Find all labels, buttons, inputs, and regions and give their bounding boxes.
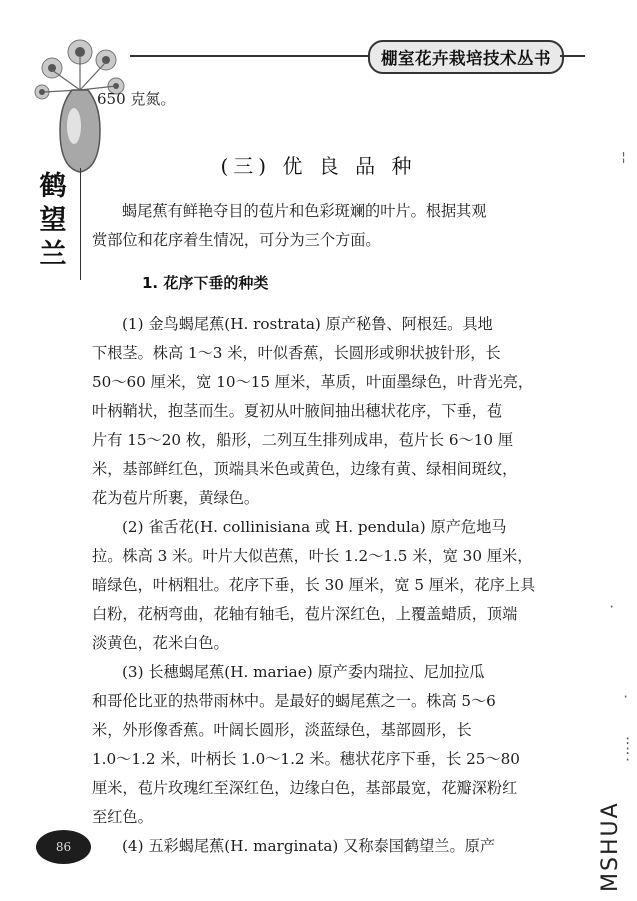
scan-mark: ¦ xyxy=(620,150,628,164)
scan-mark: · xyxy=(608,600,616,614)
series-title: 棚室花卉栽培技术丛书 xyxy=(368,40,564,74)
body-line: (1) 金鸟蝎尾蕉(H. rostrata) 原产秘鲁、阿根廷。具地 xyxy=(122,315,493,333)
book-title-char: 兰 xyxy=(39,239,67,270)
body-line: 至红色。 xyxy=(92,808,153,826)
book-title-char: 望 xyxy=(39,205,67,236)
body-line: 厘米，苞片玫瑰红至深红色，边缘白色，基部最宽，花瓣深粉红 xyxy=(92,779,518,797)
header-rule-left xyxy=(130,55,370,57)
section-title: (三) 优 良 品 种 xyxy=(220,154,417,178)
page-number: 86 xyxy=(36,830,91,864)
sidebar-rule xyxy=(80,168,81,280)
body-line: 花为苞片所裹，黄绿色。 xyxy=(92,489,260,507)
subsection-heading: 1. 花序下垂的种类 xyxy=(142,274,269,292)
body-line: 米，基部鲜红色，顶端具米色或黄色，边缘有黄、绿相间斑纹， xyxy=(92,460,518,478)
body-line: 米，外形像香蕉。叶阔长圆形，淡蓝绿色，基部圆形，长 xyxy=(92,721,472,739)
intro-line: 蝎尾蕉有鲜艳夺目的苞片和色彩斑斓的叶片。根据其观 xyxy=(122,202,487,220)
body-line: 和哥伦比亚的热带雨林中。是最好的蝎尾蕉之一。株高 5～6 xyxy=(92,692,496,710)
book-title-vertical xyxy=(33,170,73,272)
header-rule-right xyxy=(560,55,585,57)
body-line: 叶柄鞘状，抱茎而生。夏初从叶腋间抽出穗状花序，下垂，苞 xyxy=(92,402,503,420)
body-line: 白粉，花柄弯曲，花轴有轴毛，苞片深红色，上覆盖蜡质，顶端 xyxy=(92,605,518,623)
scan-mark: : : · xyxy=(624,733,632,767)
body-line: 50～60 厘米，宽 10～15 厘米，革质，叶面墨绿色，叶背光亮， xyxy=(92,373,534,391)
body-line: 暗绿色，叶柄粗壮。花序下垂，长 30 厘米，宽 5 厘米，花序上具 xyxy=(92,576,536,594)
watermark: MSHUA xyxy=(598,801,623,892)
book-title-char: 鹤 xyxy=(39,171,67,202)
body-line: (4) 五彩蝎尾蕉(H. marginata) 又称泰国鹤望兰。原产 xyxy=(122,837,496,855)
body-line: 淡黄色，花米白色。 xyxy=(92,634,229,652)
body-line: 片有 15～20 枚，船形，二列互生排列成串，苞片长 6～10 厘 xyxy=(92,431,514,449)
body-line: 1.0～1.2 米，叶柄长 1.0～1.2 米。穗状花序下垂，长 25～80 xyxy=(92,750,520,768)
scan-mark: · xyxy=(622,690,630,704)
continued-text: 650 克氮。 xyxy=(97,90,176,108)
intro-line: 赏部位和花序着生情况，可分为三个方面。 xyxy=(92,231,381,249)
body-line: 下根茎。株高 1～3 米，叶似香蕉，长圆形或卵状披针形，长 xyxy=(92,344,501,362)
body-line: (2) 雀舌花(H. collinisiana 或 H. pendula) 原产危地马 xyxy=(122,518,507,536)
body-line: (3) 长穗蝎尾蕉(H. mariae) 原产委内瑞拉、尼加拉瓜 xyxy=(122,663,485,681)
body-line: 拉。株高 3 米。叶片大似芭蕉，叶长 1.2～1.5 米，宽 30 厘米， xyxy=(92,547,533,565)
